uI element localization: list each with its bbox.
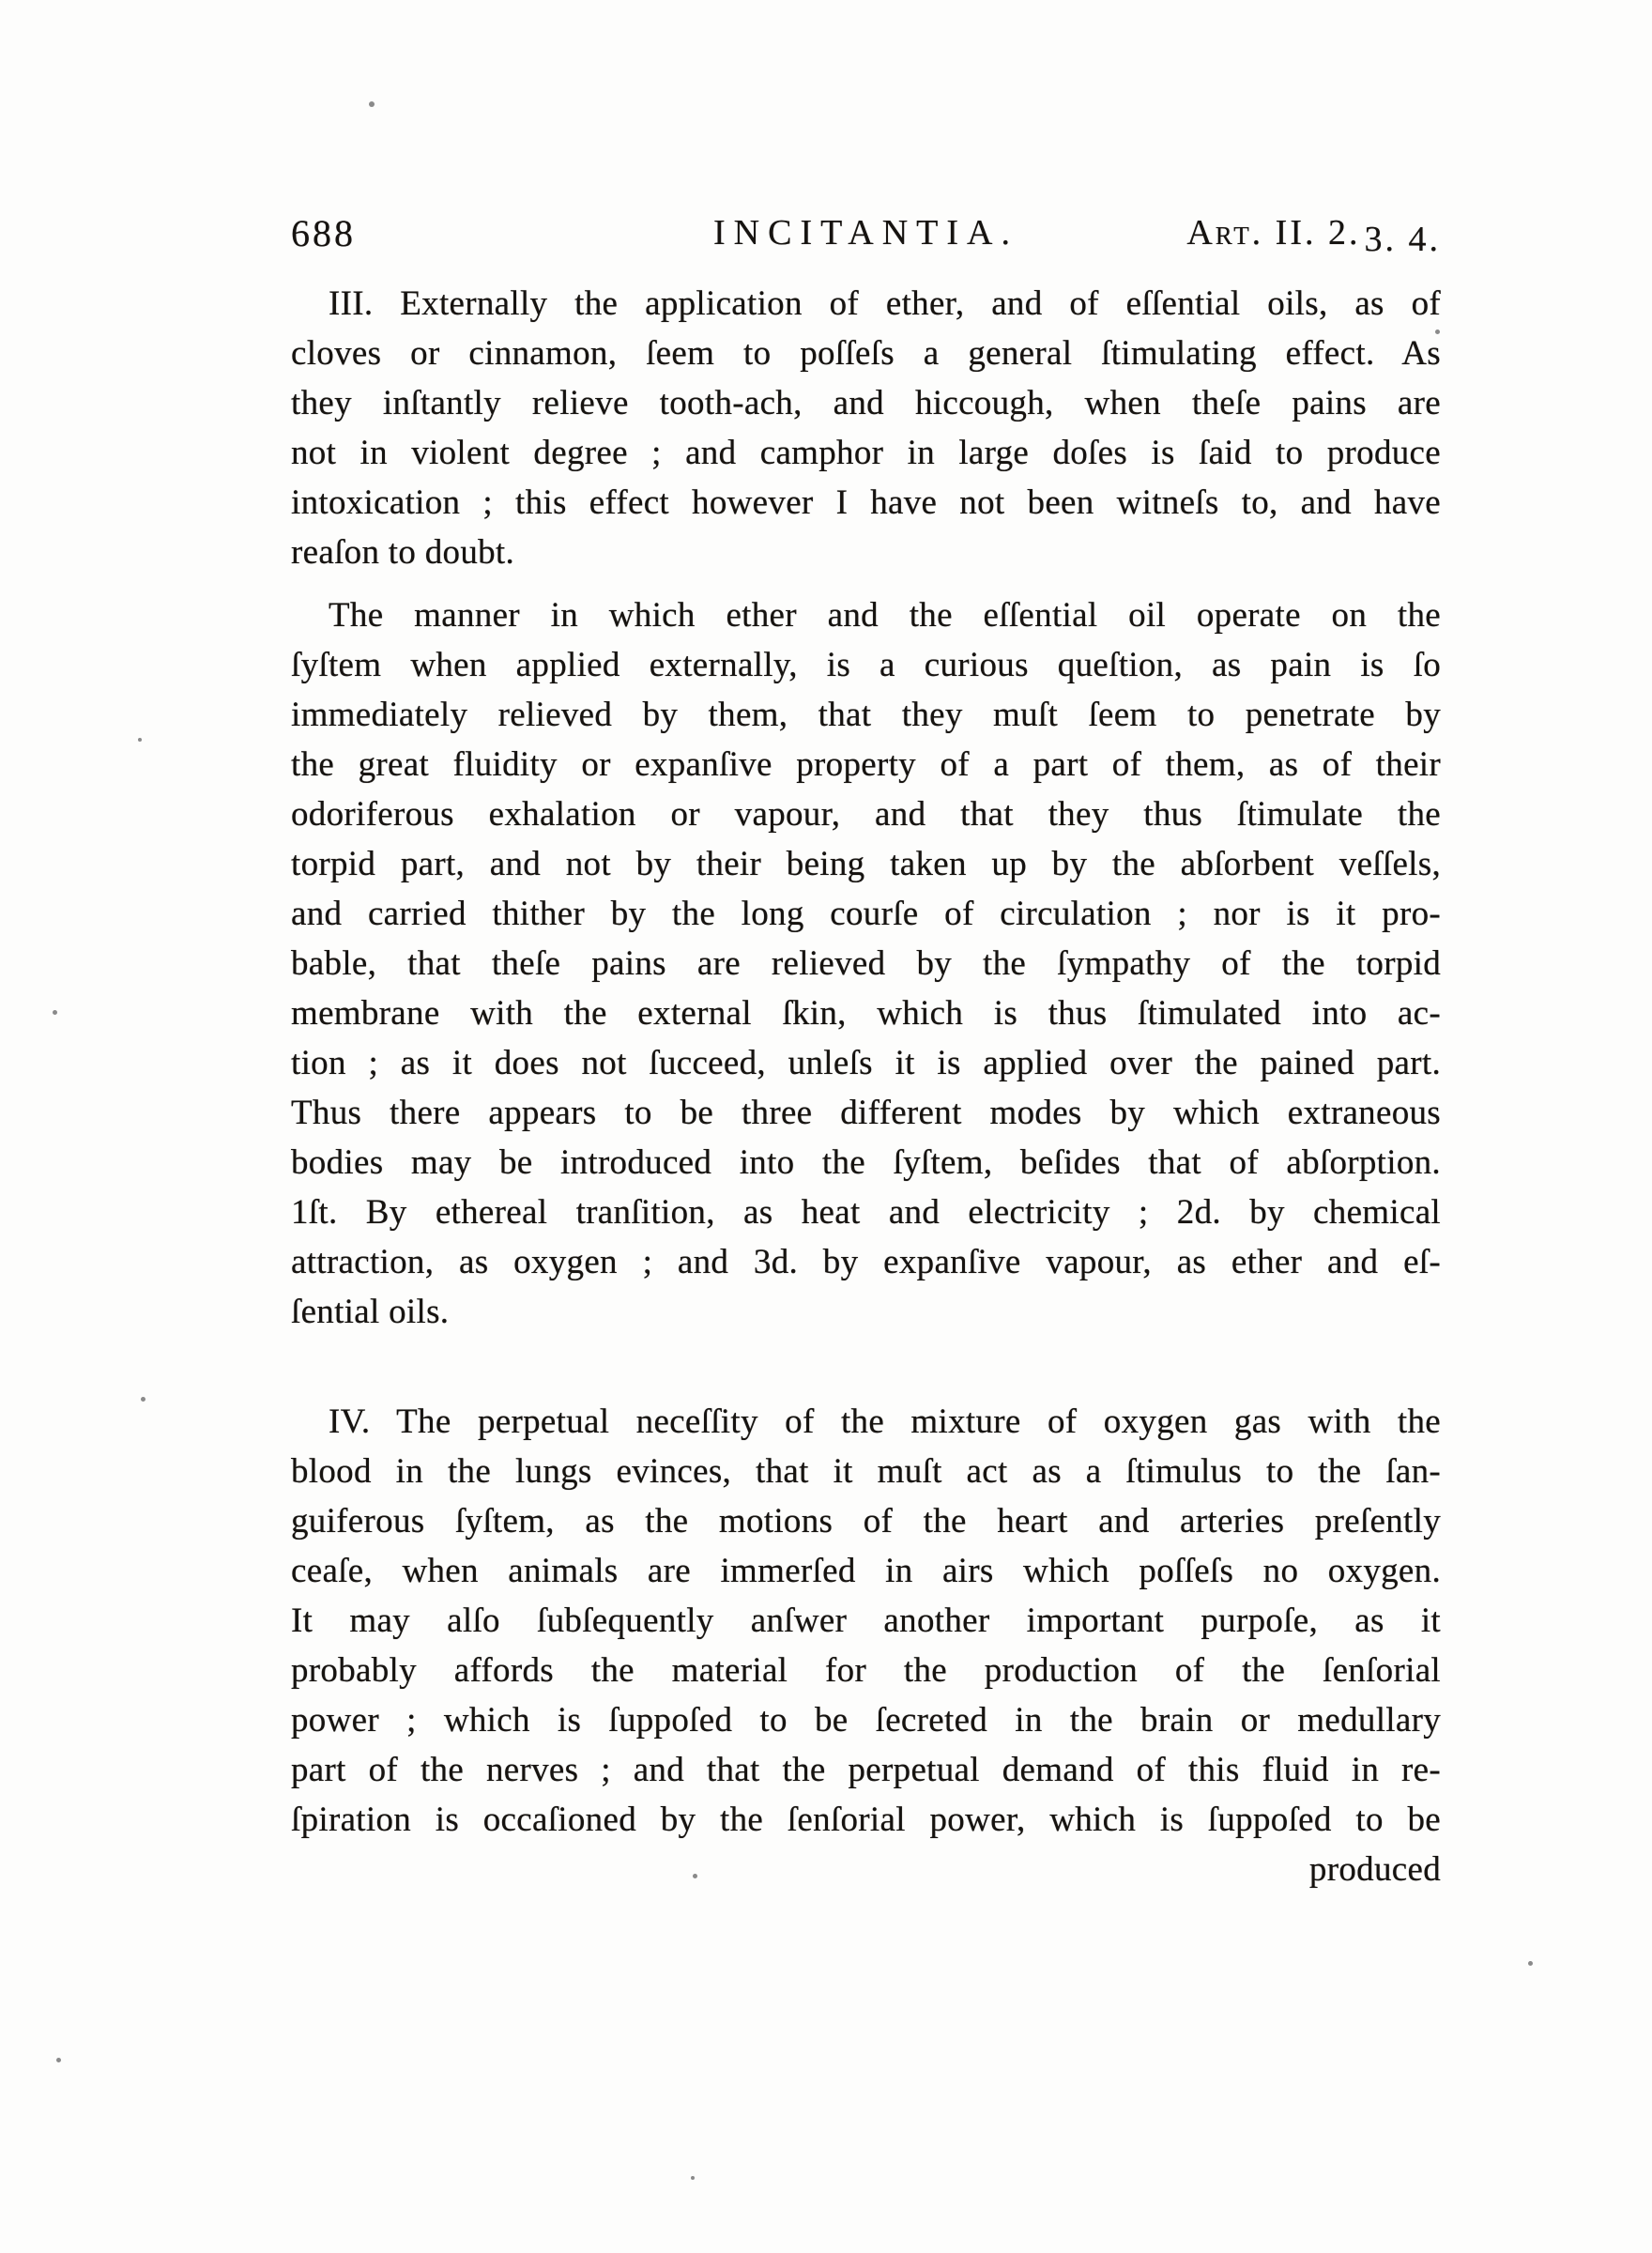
scan-speck bbox=[141, 1397, 145, 1402]
scan-speck bbox=[56, 2058, 61, 2062]
page-number: 688 bbox=[291, 212, 356, 254]
text-line: The manner in which ether and the eſſential oil operate on the bbox=[329, 596, 1441, 635]
text-line: ſyſtem when applied externally, is a curious queſtion, as pain is ſo bbox=[291, 646, 1441, 684]
text-line: part of the nerves ; and that the perpetual demand of this fluid in re- bbox=[291, 1751, 1441, 1789]
running-header bbox=[291, 210, 1441, 259]
text-line: tion ; as it does not ſucceed, unleſs it is applied over the pained part. bbox=[291, 1044, 1441, 1082]
paragraph-ether-operation bbox=[291, 590, 1441, 1337]
text-line: immediately relieved by them, that they muſt ſeem to penetrate by bbox=[291, 696, 1441, 734]
text-line: intoxication ; this effect however I have not been witneſs to, and have bbox=[291, 483, 1441, 522]
scan-speck bbox=[1435, 330, 1440, 334]
running-title: INCITANTIA. bbox=[713, 213, 1018, 253]
paragraphs-container bbox=[291, 279, 1441, 1845]
paragraph-iii-externally bbox=[291, 279, 1441, 577]
text-line: and carried thither by the long courſe of circulation ; nor is it pro- bbox=[291, 895, 1441, 933]
paragraph-iv-oxygen bbox=[291, 1397, 1441, 1845]
article-reference bbox=[1186, 212, 1441, 259]
text-line: ceaſe, when animals are immerſed in airs which poſſeſs no oxygen. bbox=[291, 1552, 1441, 1590]
scan-speck bbox=[138, 738, 142, 742]
scan-speck bbox=[1528, 1961, 1533, 1966]
text-line: probably affords the material for the production of the ſenſorial bbox=[291, 1651, 1441, 1690]
text-line: the great fluidity or expanſive property of a part of them, as of their bbox=[291, 745, 1441, 784]
catchword: produced bbox=[1308, 1850, 1441, 1889]
text-line: they inſtantly relieve tooth-ach, and hiccough, when theſe pains are bbox=[291, 384, 1441, 422]
text-line: blood in the lungs evinces, that it muſt act as a ſtimulus to the ſan- bbox=[291, 1452, 1441, 1491]
text-line: membrane with the external ſkin, which is thus ſtimulated into ac- bbox=[291, 994, 1441, 1033]
text-line: not in violent degree ; and camphor in large doſes is ſaid to produce bbox=[291, 434, 1441, 472]
scan-speck bbox=[691, 2176, 695, 2180]
scan-speck bbox=[369, 101, 375, 107]
catchword-row bbox=[291, 1845, 1441, 1894]
text-line: cloves or cinnamon, ſeem to poſſeſs a general ſtimulating effect. As bbox=[291, 334, 1441, 373]
text-line: bodies may be introduced into the ſyſtem, beſides that of abſorption. bbox=[291, 1143, 1441, 1182]
text-line: reaſon to doubt. bbox=[291, 533, 515, 572]
scan-speck bbox=[693, 1874, 697, 1878]
scan-speck bbox=[53, 1010, 57, 1015]
page-text-block bbox=[291, 279, 1441, 1894]
text-line: torpid part, and not by their being taken up by the abſorbent veſſels, bbox=[291, 845, 1441, 883]
text-line: guiferous ſyſtem, as the motions of the heart and arteries preſently bbox=[291, 1502, 1441, 1540]
text-line: ſpiration is occaſioned by the ſenſorial power, which is ſuppoſed to be bbox=[291, 1801, 1441, 1839]
text-line: power ; which is ſuppoſed to be ſecreted in the brain or medullary bbox=[291, 1701, 1441, 1740]
article-reference-numbers: 3. 4. bbox=[1364, 220, 1441, 259]
text-line: III. Externally the application of ether, and of eſſential oils, as of bbox=[329, 284, 1441, 323]
article-reference-main: Art. II. 2. bbox=[1186, 213, 1361, 253]
text-line: IV. The perpetual neceſſity of the mixture of oxygen gas with the bbox=[329, 1402, 1441, 1441]
text-line: It may alſo ſubſequently anſwer another important purpoſe, as it bbox=[291, 1602, 1441, 1640]
text-line: ſential oils. bbox=[291, 1293, 450, 1331]
text-line: 1ſt. By ethereal tranſition, as heat and electricity ; 2d. by chemical bbox=[291, 1193, 1441, 1232]
text-line: bable, that theſe pains are relieved by the ſympathy of the torpid bbox=[291, 944, 1441, 983]
text-line: attraction, as oxygen ; and 3d. by expanſive vapour, as ether and eſ- bbox=[291, 1243, 1441, 1281]
text-line: Thus there appears to be three different modes by which extraneous bbox=[291, 1094, 1441, 1132]
text-line: odoriferous exhalation or vapour, and that they thus ſtimulate the bbox=[291, 795, 1441, 834]
